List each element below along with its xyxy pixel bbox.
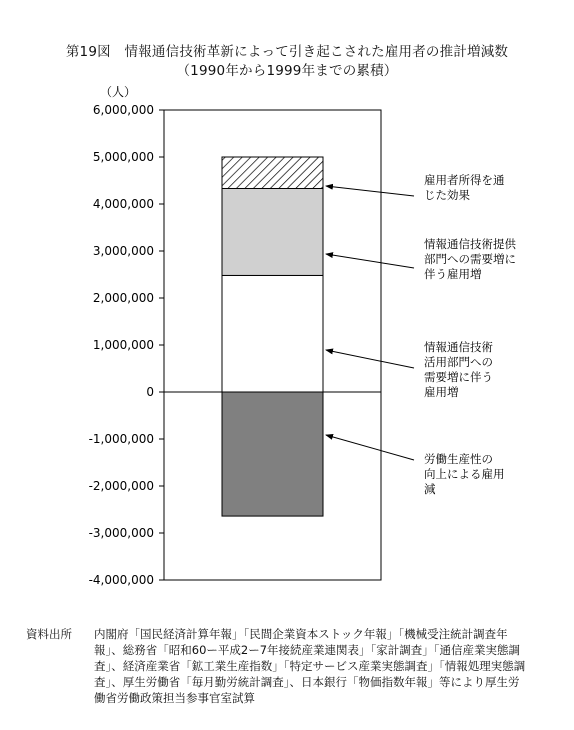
annotation-label: 部門への需要増に [424,252,516,266]
source-label: 資料出所 [26,627,72,641]
y-tick-label: 5,000,000 [92,150,154,164]
y-tick-label: 4,000,000 [92,197,154,211]
annotation-label: 情報通信技術 [424,340,493,354]
annotation-label: 減 [424,482,436,496]
annotation-label: 需要増に伴う [424,370,493,384]
y-tick-label: 2,000,000 [92,291,154,305]
y-tick-label: -3,000,000 [88,526,154,540]
bar-segment-0 [222,392,323,516]
annotation-arrow [326,254,414,268]
annotation-label: じた効果 [424,188,470,202]
annotation-arrow [326,350,414,368]
annotation-label: 情報通信技術提供 [424,237,516,251]
source-text: 内閣府「国民経済計算年報」「民間企業資本ストック年報」「機械受注統計調査年報」、総務省「昭和60ー平成2ー7年接続産業連関表」「家計調査」「通信産業実態調査」、経済産業省「鉱工業生産指数」「特定サービス産業実態調査」「情報処理実態調査」、厚生労働省「毎月勤労統計調査」、日本銀行「物価指数年報」等により厚生労働省労働政策担当参事官室試算 [94,627,526,705]
y-tick-label: -4,000,000 [88,573,154,587]
annotation-label: 雇用者所得を通 [424,173,505,187]
y-tick-label: -2,000,000 [88,479,154,493]
y-tick-label: 1,000,000 [92,338,154,352]
figure-subtitle: （1990年から1999年までの累積） [176,63,398,79]
annotation-label: 雇用増 [424,385,459,399]
annotation-label: 伴う雇用増 [424,267,482,281]
annotation-label: 労働生産性の [424,452,493,466]
annotation-label: 向上による雇用 [424,467,505,481]
figure-title: 第19図 情報通信技術革新によって引き起こされた雇用者の推計増減数 [65,44,509,60]
annotation-arrow [326,186,414,196]
y-tick-label: 3,000,000 [92,244,154,258]
annotation-label: 活用部門への [424,355,493,369]
annotation-arrow [326,435,414,460]
bar-segment-2 [222,188,323,275]
y-axis-unit-label: （人） [99,85,137,99]
bar-segment-3 [222,157,323,188]
y-tick-label: -1,000,000 [88,432,154,446]
y-tick-label: 0 [146,385,154,399]
y-tick-label: 6,000,000 [92,103,154,117]
bar-segment-1 [222,275,323,392]
